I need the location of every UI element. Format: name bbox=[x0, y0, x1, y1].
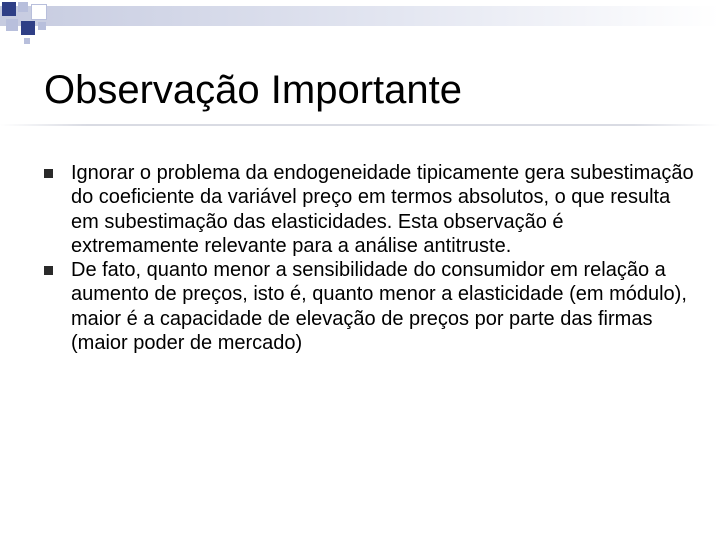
decor-square-dark bbox=[21, 21, 35, 35]
header-gradient-bar bbox=[0, 6, 720, 26]
bullet-item bbox=[44, 161, 694, 258]
decor-square-light bbox=[38, 22, 46, 30]
decor-square-outline bbox=[31, 4, 47, 20]
decor-square-light bbox=[18, 2, 28, 12]
title-divider bbox=[0, 124, 720, 126]
slide-title: Observação Importante bbox=[44, 68, 462, 112]
decor-square-light bbox=[6, 19, 18, 31]
bullet-list bbox=[44, 161, 694, 355]
bullet-item bbox=[44, 258, 694, 355]
bullet-text: De fato, quanto menor a sensibilidade do consumidor em relação a aumento de preços, isto é, quanto menor a elasticidade (em módulo), maior é a capacidade de elevação de preços por parte das firmas (maior poder de mercado) bbox=[71, 259, 687, 355]
decor-square-light bbox=[24, 38, 30, 44]
bullet-text: Ignorar o problema da endogeneidade tipicamente gera subestimação do coeficiente da variável preço em termos absolutos, o que resulta em subestimação das elasticidades. Esta observação é extremamente relevante para a análise antitruste. bbox=[71, 162, 694, 257]
square-bullet-icon bbox=[44, 169, 53, 178]
square-bullet-icon bbox=[44, 266, 53, 275]
decor-square-dark bbox=[2, 2, 16, 16]
